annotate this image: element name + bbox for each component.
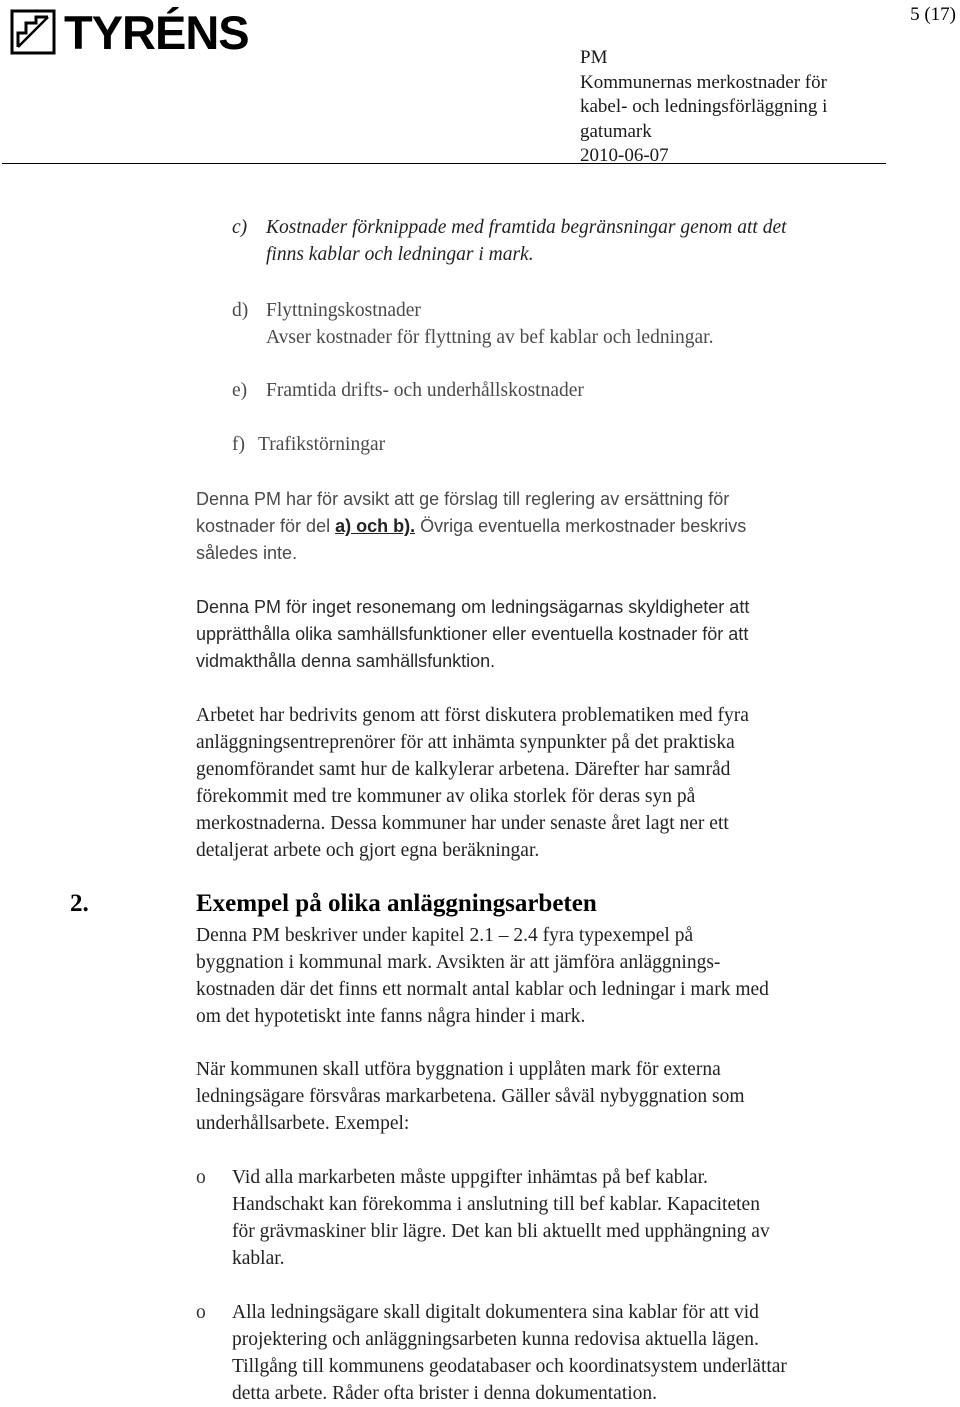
section-number: 2.: [70, 890, 89, 917]
list-text: Kostnader förknippade med framtida begränsningar genom att det: [266, 217, 787, 238]
paragraph-municipality: [196, 1056, 916, 1137]
doc-title-line-1: Kommunernas merkostnader för: [580, 71, 827, 93]
paragraph-text: Övriga eventuella merkostnader beskrivs: [415, 516, 747, 536]
list-item-d: [232, 297, 932, 351]
paragraph-line: När kommunen skall utföra byggnation i upplåten mark för externa: [196, 1059, 721, 1080]
bullet-line: Handschakt kan förekomma i anslutning till bef kablar. Kapaciteten: [232, 1194, 760, 1215]
paragraph-line: Denna PM har för avsikt att ge förslag till reglering av ersättning för: [196, 489, 730, 509]
list-text: Flyttningskostnader: [266, 300, 421, 321]
tyrens-logo-icon: [10, 9, 56, 55]
doc-title-line-3: gatumark: [580, 120, 652, 142]
paragraph-line: detaljerat arbete och gjort egna beräkningar.: [196, 840, 540, 861]
paragraph-line: merkostnaderna. Dessa kommuner har under senaste året lagt ner ett: [196, 813, 729, 834]
paragraph-text: kostnader för del: [196, 516, 336, 536]
doc-date: 2010-06-07: [580, 145, 669, 166]
list-text: Avser kostnader för flyttning av bef kablar och ledningar.: [266, 327, 714, 348]
parts-a-b-link[interactable]: a) och b).: [335, 516, 416, 536]
bullet-item: [232, 1164, 932, 1272]
paragraph-obligations: [196, 594, 916, 675]
paragraph-line: ledningsägare försvåras markarbetena. Gäller såväl nybyggnation som: [196, 1086, 745, 1107]
list-label: d): [232, 300, 249, 321]
list-item-e: [232, 377, 932, 404]
paragraph-examples-intro: [196, 922, 916, 1030]
bullet-line: Vid alla markarbeten måste uppgifter inhämtas på bef kablar.: [232, 1167, 708, 1188]
paragraph-line: vidmakthålla denna samhällsfunktion.: [196, 651, 496, 671]
company-logo: [10, 5, 250, 59]
paragraph-line: kostnaden där det finns ett normalt antal kablar och ledningar i mark med: [196, 979, 769, 1000]
paragraph-scope: [196, 486, 916, 567]
section-heading: Exempel på olika anläggningsarbeten: [196, 890, 597, 917]
logo-wordmark: TYRÉNS: [64, 5, 249, 59]
paragraph-method: [196, 702, 916, 864]
bullet-line: projektering och anläggningsarbeten kunna redovisa aktuella lägen.: [232, 1329, 759, 1350]
list-item-f: [232, 431, 932, 458]
list-text: Framtida drifts- och underhållskostnader: [266, 380, 584, 401]
paragraph-line: upprätthålla olika samhällsfunktioner eller eventuella kostnader för att: [196, 624, 749, 644]
paragraph-line: underhållsarbete. Exempel:: [196, 1113, 410, 1134]
header-divider: [2, 163, 886, 164]
paragraph-line: Arbetet har bedrivits genom att först diskutera problematiken med fyra: [196, 705, 749, 726]
bullet-line: för grävmaskiner blir lägre. Det kan bli aktuellt med upphängning av: [232, 1221, 770, 1242]
paragraph-line: Denna PM för inget resonemang om ledningsägarnas skyldigheter att: [196, 597, 750, 617]
bullet-line: Tillgång till kommunens geodatabaser och koordinatsystem underlättar: [232, 1356, 787, 1377]
list-label: f): [232, 434, 245, 455]
paragraph-line: byggnation i kommunal mark. Avsikten är att jämföra anläggnings-: [196, 952, 721, 973]
list-text: finns kablar och ledningar i mark.: [266, 244, 534, 265]
doc-title-line-2: kabel- och ledningsförläggning i: [580, 96, 828, 117]
list-text: Trafikstörningar: [258, 434, 386, 455]
paragraph-line: Denna PM beskriver under kapitel 2.1 – 2.4 fyra typexempel på: [196, 925, 694, 946]
bullet-marker: o: [196, 1302, 206, 1323]
bullet-line: Alla ledningsägare skall digitalt dokumentera sina kablar för att vid: [232, 1302, 759, 1323]
paragraph-line: således inte.: [196, 543, 298, 563]
paragraph-line: förekommit med tre kommuner av olika storlek för deras syn på: [196, 786, 696, 807]
paragraph-line: genomförandet samt hur de kalkylerar arbetena. Därefter har samråd: [196, 759, 731, 780]
list-label: c): [232, 217, 248, 238]
bullet-marker: o: [196, 1167, 206, 1188]
paragraph-line: om det hypotetiskt inte fanns några hinder i mark.: [196, 1006, 586, 1027]
list-item-c: [232, 214, 932, 268]
list-label: e): [232, 380, 248, 401]
doc-type: PM: [580, 47, 608, 68]
paragraph-line: anläggningsentreprenörer för att inhämta synpunkter på det praktiska: [196, 732, 735, 753]
bullet-line: kablar.: [232, 1248, 285, 1269]
bullet-line: detta arbete. Råder ofta brister i denna dokumentation.: [232, 1383, 658, 1404]
document-meta: [580, 46, 950, 169]
bullet-item: [232, 1299, 942, 1407]
page-number: 5 (17): [910, 4, 956, 25]
